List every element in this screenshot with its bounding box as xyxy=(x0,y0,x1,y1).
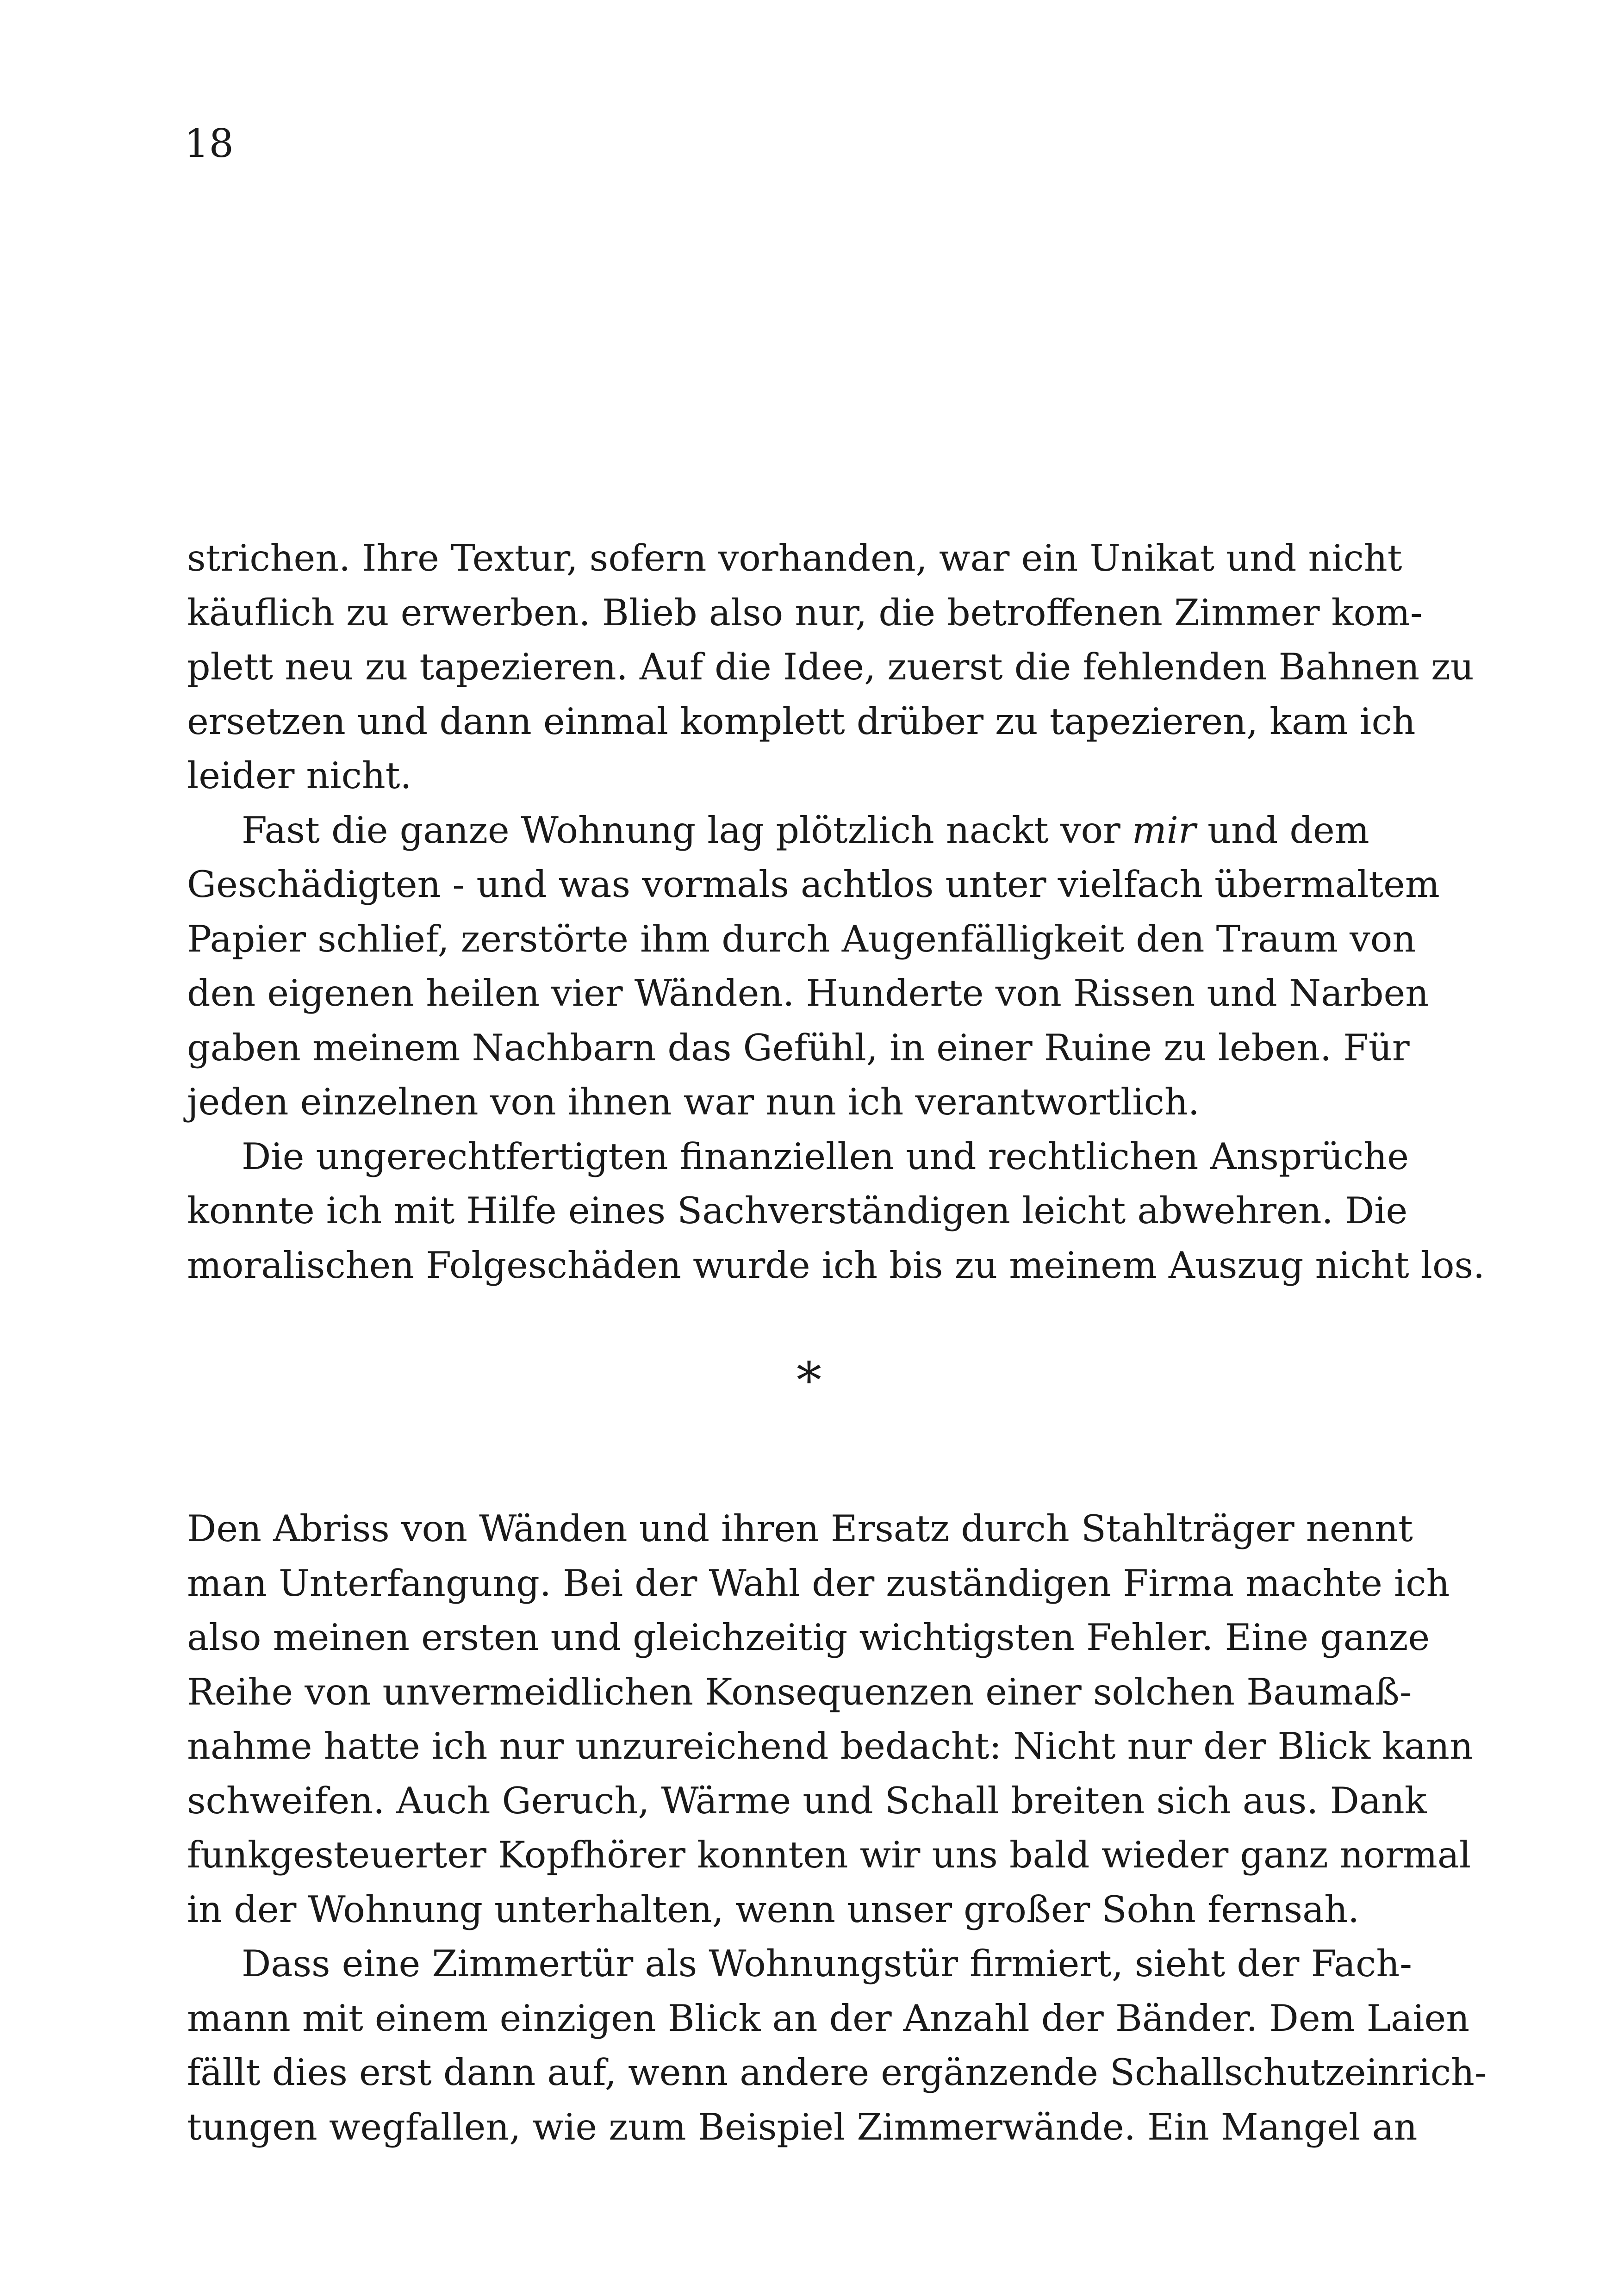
body-text-section-2 xyxy=(187,1502,1487,2154)
text-run: und dem xyxy=(1195,809,1369,852)
paragraph xyxy=(187,1502,1473,1937)
text-line: schweifen. Auch Geruch, Wärme und Schall breiten sich aus. Dank xyxy=(187,1779,1427,1822)
text-line: Dass eine Zimmertür als Wohnungstür firmiert, sieht der Fach- xyxy=(242,1942,1412,1985)
section-separator: * xyxy=(797,1352,821,1410)
text-line: leider nicht. xyxy=(187,754,412,797)
text-line: Reihe von unvermeidlichen Konsequenzen einer solchen Baumaß- xyxy=(187,1670,1412,1713)
text-line: in der Wohnung unterhalten, wenn unser großer Sohn fernsah. xyxy=(187,1888,1360,1931)
text-line: moralischen Folgeschäden wurde ich bis zu meinem Auszug nicht los. xyxy=(187,1244,1485,1287)
body-text-section-1 xyxy=(187,531,1485,1293)
text-line: mann mit einem einzigen Blick an der Anzahl der Bänder. Dem Laien xyxy=(187,1997,1470,2040)
paragraph xyxy=(187,803,1440,1130)
text-line: Geschädigten - und was vormals achtlos unter vielfach übermaltem xyxy=(187,863,1440,906)
text-line: strichen. Ihre Textur, sofern vorhanden, war ein Unikat und nicht xyxy=(187,537,1402,579)
text-line xyxy=(187,803,1369,858)
paragraph xyxy=(187,1130,1485,1293)
text-line: nahme hatte ich nur unzureichend bedacht: Nicht nur der Blick kann xyxy=(187,1725,1473,1767)
text-line: ersetzen und dann einmal komplett drüber zu tapezieren, kam ich xyxy=(187,700,1416,743)
page-number: 18 xyxy=(184,121,234,166)
text-line: funkgesteuerter Kopfhörer konnten wir uns bald wieder ganz normal xyxy=(187,1834,1471,1876)
text-line: Den Abriss von Wänden und ihren Ersatz durch Stahlträger nennt xyxy=(187,1507,1413,1550)
text-line: Die ungerechtfertigten finanziellen und rechtlichen Ansprüche xyxy=(242,1135,1409,1178)
paragraph xyxy=(187,1937,1487,2154)
text-line: also meinen ersten und gleichzeitig wichtigsten Fehler. Eine ganze xyxy=(187,1616,1430,1659)
text-line: man Unterfangung. Bei der Wahl der zuständigen Firma machte ich xyxy=(187,1562,1450,1605)
text-line: jeden einzelnen von ihnen war nun ich verantwortlich. xyxy=(187,1081,1200,1123)
text-line: konnte ich mit Hilfe eines Sachverständigen leicht abwehren. Die xyxy=(187,1189,1408,1232)
paragraph xyxy=(187,531,1474,803)
text-line: Papier schlief, zerstörte ihm durch Augenfälligkeit den Traum von xyxy=(187,917,1416,960)
text-line: plett neu zu tapezieren. Auf die Idee, zuerst die fehlenden Bahnen zu xyxy=(187,646,1474,688)
text-line: käuflich zu erwerben. Blieb also nur, die betroffenen Zimmer kom- xyxy=(187,591,1423,634)
text-run: Fast die ganze Wohnung lag plötzlich nackt vor xyxy=(242,809,1132,852)
text-line: tungen wegfallen, wie zum Beispiel Zimmerwände. Ein Mangel an xyxy=(187,2105,1418,2148)
text-line: fällt dies erst dann auf, wenn andere ergänzende Schallschutzeinrich- xyxy=(187,2051,1487,2094)
text-line: den eigenen heilen vier Wänden. Hunderte von Rissen und Narben xyxy=(187,972,1429,1014)
emphasis: mir xyxy=(1132,809,1196,852)
text-line: gaben meinem Nachbarn das Gefühl, in einer Ruine zu leben. Für xyxy=(187,1026,1410,1069)
